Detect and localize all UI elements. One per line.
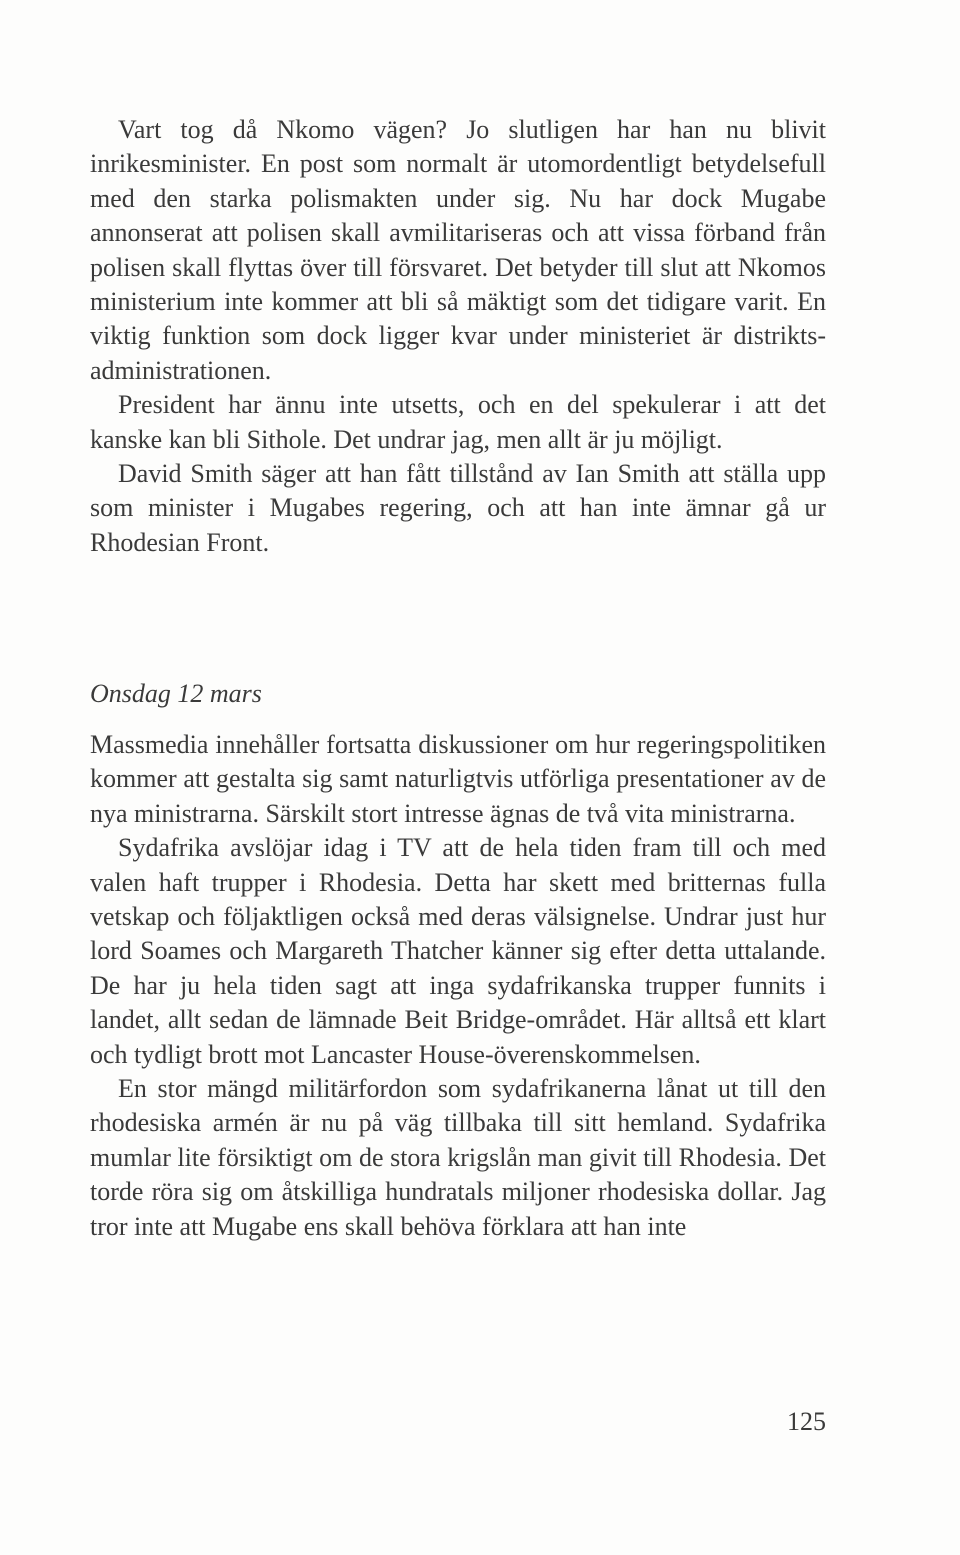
text-section-2	[90, 728, 826, 1244]
paragraph: Massmedia innehåller fortsatta diskussioner om hur regeringspolitiken kommer att gestalta sig samt naturligtvis utförliga presentationer av de nya ministrarna. Särskilt stort intresse ägnas de två vita ministrarna.	[90, 730, 826, 828]
text-section-1	[90, 113, 826, 560]
paragraph: Sydafrika avslöjar idag i TV att de hela tiden fram till och med valen haft trupper i Rhodesia. Detta har skett med britternas fulla vetskap och följaktligen också med deras välsignelse. Undrar just hur lord Soames och Margareth Thatcher känner sig efter detta uttalande. De har ju hela tiden sagt att inga sydafrikanska trupper funnits i landet, allt sedan de lämnade Beit Bridge-området. Här alltså ett klart och tydligt brott mot Lancaster House-överenskommelsen.	[90, 833, 826, 1069]
paragraph: David Smith säger att han fått tillstånd av Ian Smith att ställa upp som minister i Mugabes regering, och att han inte ämnar gå ur Rhodesian Front.	[90, 459, 826, 557]
paragraph: Vart tog då Nkomo vägen? Jo slutligen har han nu blivit inrikesminister. En post som normalt är utomordentligt betydelsefull med den starka polismakten under sig. Nu har dock Mugabe annonserat att polisen skall avmilitariseras och att vissa förband från polisen skall flyttas över till försvaret. Det betyder till slut att Nkomos ministerium inte kommer att bli så mäktigt som det tidigare varit. En viktig funktion som dock ligger kvar under ministeriet är distriktsadministrationen.	[90, 115, 826, 385]
date-heading: Onsdag 12 mars	[90, 679, 262, 708]
paragraph: En stor mängd militärfordon som sydafrikanerna lånat ut till den rhodesiska armén är nu på väg tillbaka till sitt hemland. Sydafrika mumlar lite försiktigt om de stora krigslån man givit till Rhodesia. Det torde röra sig om åtskilliga hundratals miljoner rhodesiska dollar. Jag tror inte att Mugabe ens skall behöva förklara att han inte	[90, 1074, 826, 1241]
page-number: 125	[787, 1407, 826, 1436]
paragraph: President har ännu inte utsetts, och en del spekulerar i att det kanske kan bli Sithole. Det undrar jag, men allt är ju möjligt.	[90, 390, 826, 454]
